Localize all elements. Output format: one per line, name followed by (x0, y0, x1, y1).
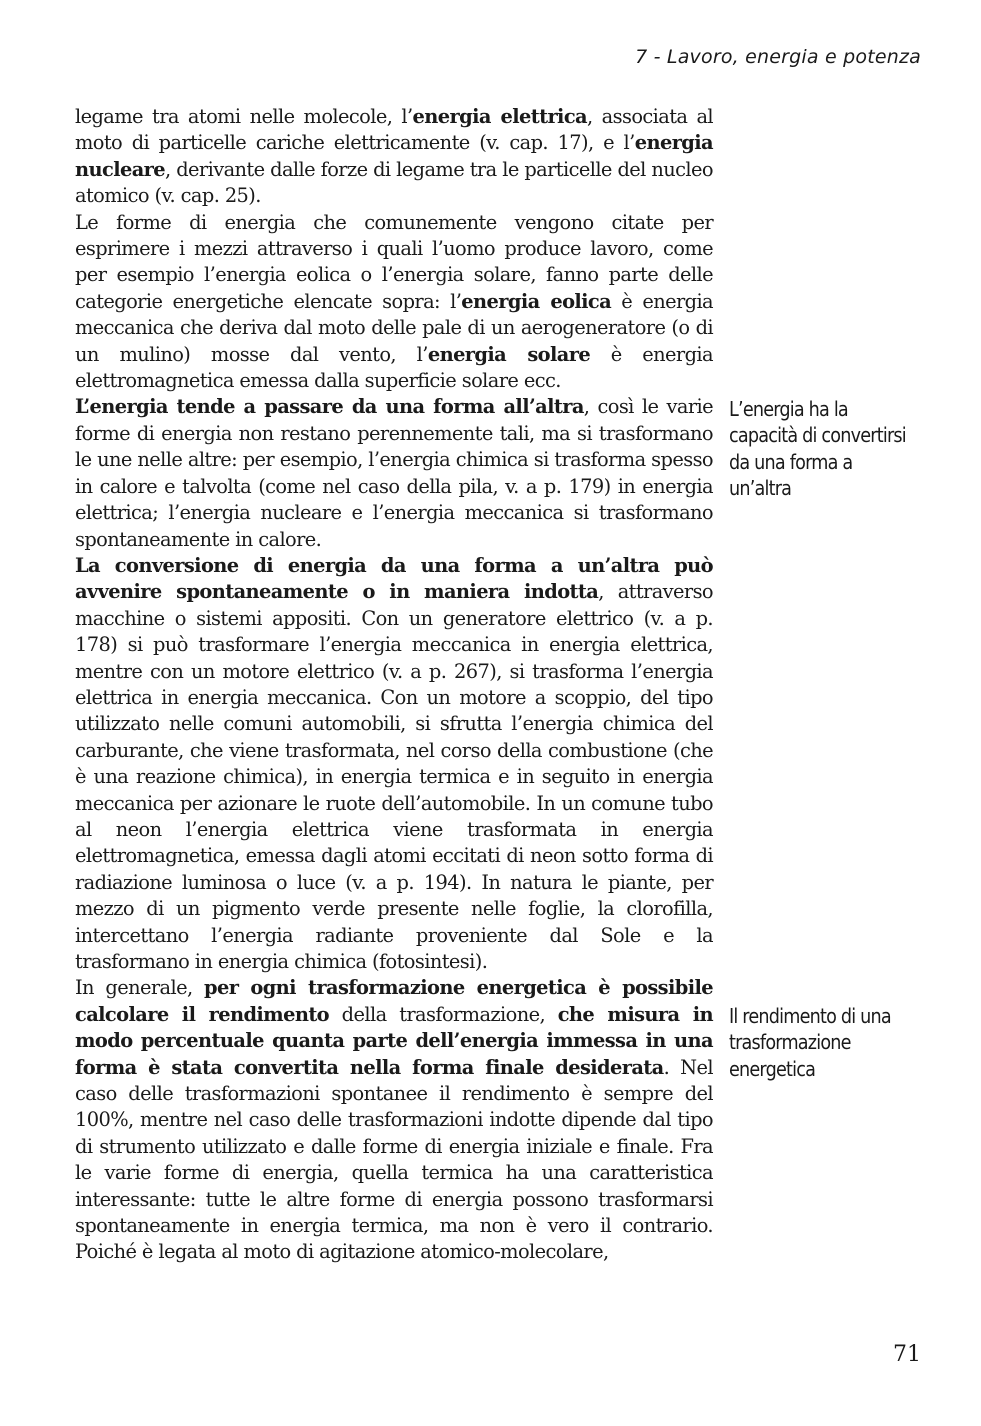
text-run: della trasformazione, (329, 1002, 558, 1026)
bold-term: energia solare (427, 342, 591, 366)
text-run: è energia meccanica che deriva dal moto delle pale di un aerogeneratore (o di un mulino) mosse dal vento, l’ (75, 289, 714, 366)
bold-term: energia eolica (461, 289, 612, 313)
chapter-header: 7 - Lavoro, energia e potenza (635, 46, 921, 68)
text-run: , derivante dalle forze di legame tra le particelle del nucleo atomico (v. cap. 25). (75, 157, 713, 208)
margin-note-energy-conversion: L’energia ha la capacità di convertirsi da una forma a un’altra (729, 397, 906, 501)
text-run: è energia elettromagnetica emessa dalla superficie solare ecc. (75, 342, 713, 393)
bold-term: La conversione di energia da una forma a un’altra può avvenire spontaneamente o in maniera indotta (75, 553, 713, 604)
text-run: , associata al moto di particelle cariche elettricamente (v. cap. 17), e l’ (75, 105, 714, 155)
paragraph (75, 975, 713, 1265)
bold-term: per ogni trasformazione energetica è possibile calcolare il rendimento (75, 976, 713, 1026)
text-run: . Nel caso delle trasformazioni spontanee il rendimento è sempre del 100%, mentre nel caso delle trasformazioni indotte dipende dal tipo di strumento utilizzato e dalle forme di energia iniziale e finale. Fra le varie forme di energia, quella termica ha una caratteristica interessante: tutte le altre forme di energia possono trasformarsi spontaneamente in energia termica, ma non è vero il contrario. Poiché è legata al moto di agitazione atomico-molecolare, (75, 1055, 713, 1264)
paragraph (75, 553, 713, 976)
paragraph (75, 104, 713, 210)
bold-term: L’energia tende a passare da una forma all’altra (75, 395, 584, 419)
text-run: In generale, (75, 976, 205, 1000)
body-text (75, 104, 713, 1266)
text-run: legame tra atomi nelle molecole, l’ (75, 105, 413, 128)
text-run: , attraverso macchine o sistemi appositi. Con un generatore elettrico (v. a p. 178) si può trasformare l’energia meccanica in energia elettrica, mentre con un motore elettrico (v. a p. 267), si trasforma l’energia elettrica in energia meccanica. Con un motore a scoppio, del tipo utilizzato nelle comuni automobili, si sfrutta l’energia chimica del carburante, che viene trasformata, nel corso della combustione (che è una reazione chimica), in energia termica e in seguito in energia meccanica per azionare le ruote dell’automobile. In un comune tubo al neon l’energia elettrica viene trasformata in energia elettromagnetica, emessa dagli atomi eccitati di neon sotto forma di radiazione luminosa o luce (v. a p. 194). In natura le piante, per mezzo di un pigmento verde presente nelle foglie, la clorofilla, intercettano l’energia radiante proveniente dal Sole e la trasformano in energia chimica (fotosintesi). (75, 580, 713, 973)
text-run: Le forme di energia che comunemente vengono citate per esprimere i mezzi attraverso i quali l’uomo produce lavoro, come per esempio l’energia eolica o l’energia solare, fanno parte delle categorie energetiche elencate sopra: l’ (75, 210, 713, 313)
bold-term: energia nucleare (75, 131, 713, 181)
bold-term: che misura in modo percentuale quanta parte dell’energia immessa in una forma è stata convertita nella forma finale desiderata (75, 1002, 714, 1079)
text-run: , così le varie forme di energia non restano perennemente tali, ma si trasformano le une nelle altre: per esempio, l’energia chimica si trasforma spesso in calore e talvolta (come nel caso della pila, v. a p. 179) in energia elettrica; l’energia nucleare e l’energia meccanica si trasformano spontaneamente in calore. (75, 395, 714, 551)
paragraph (75, 394, 713, 552)
paragraph (75, 210, 713, 395)
page-number: 71 (893, 1342, 921, 1367)
bold-term: energia elettrica (412, 105, 587, 128)
margin-note-efficiency: Il rendimento di una trasformazione energetica (729, 1004, 891, 1081)
